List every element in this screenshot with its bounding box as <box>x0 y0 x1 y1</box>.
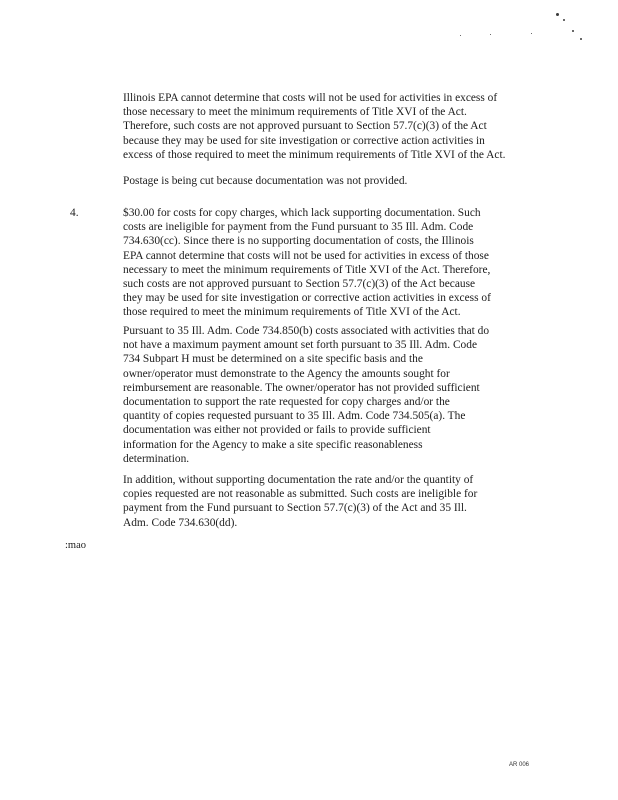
text-line: quantity of copies requested pursuant to 35 Ill. Adm. Code 734.505(a). The <box>123 410 466 423</box>
text-line: Pursuant to 35 Ill. Adm. Code 734.850(b) costs associated with activities that do <box>123 325 490 337</box>
paragraph-reasonableness <box>123 324 523 466</box>
text-line: owner/operator must demonstrate to the Agency the amounts sought for <box>123 367 450 380</box>
text-line: determination. <box>123 452 190 465</box>
text-line: those required to meet the minimum requirements of Title XVI of the Act. <box>123 306 461 319</box>
text-line: copies requested are not reasonable as submitted. Such costs are ineligible for <box>123 488 478 501</box>
text-line: costs are ineligible for payment from the Fund pursuant to 35 Ill. Adm. Code <box>123 221 474 234</box>
text-line: In addition, without supporting documentation the rate and/or the quantity of <box>123 474 474 486</box>
text-line: 734 Subpart H must be determined on a site specific basis and the <box>123 353 423 366</box>
text-line: $30.00 for costs for copy charges, which lack supporting documentation. Such <box>123 207 481 219</box>
scan-speck <box>572 30 574 32</box>
text-line: information for the Agency to make a site specific reasonableness <box>123 438 423 451</box>
scan-speck <box>556 13 559 16</box>
page-stamp: AR 006 <box>509 762 530 768</box>
text-line: Postage is being cut because documentation was not provided. <box>123 175 408 187</box>
text-line: necessary to meet the minimum requirements of Title XVI of the Act. Therefore, <box>123 263 491 276</box>
text-line: because they may be used for site investigation or corrective action activities in <box>123 134 485 147</box>
text-line: such costs are not approved pursuant to Section 57.7(c)(3) of the Act because <box>123 278 476 291</box>
item-number: 4. <box>70 207 79 219</box>
paragraph-in-addition <box>123 473 523 530</box>
text-line: those necessary to meet the minimum requirements of Title XVI of the Act. <box>123 106 467 119</box>
typist-initials: :mao <box>65 540 86 551</box>
paragraph-postage <box>123 174 523 188</box>
scan-speck <box>460 35 461 36</box>
text-line: documentation to support the rate requested for copy charges and/or the <box>123 396 450 409</box>
text-line: payment from the Fund pursuant to Section 57.7(c)(3) of the Act and 35 Ill. <box>123 502 467 515</box>
text-line: EPA cannot determine that costs will not be used for activities in excess of those <box>123 249 489 262</box>
paragraph-costs-excess <box>123 91 523 162</box>
scan-speck <box>580 38 582 40</box>
scan-speck <box>490 34 491 35</box>
text-line: reimbursement are reasonable. The owner/operator has not provided sufficient <box>123 381 480 394</box>
scan-speck <box>531 33 532 34</box>
text-line: 734.630(cc). Since there is no supporting documentation of costs, the Illinois <box>123 235 474 248</box>
text-line: Therefore, such costs are not approved pursuant to Section 57.7(c)(3) of the Act <box>123 120 487 133</box>
text-line: Adm. Code 734.630(dd). <box>123 516 238 529</box>
text-line: not have a maximum payment amount set forth pursuant to 35 Ill. Adm. Code <box>123 339 477 352</box>
text-line: excess of those required to meet the minimum requirements of Title XVI of the Act. <box>123 148 506 161</box>
text-line: Illinois EPA cannot determine that costs will not be used for activities in excess of <box>123 92 498 104</box>
paragraph-copy-charges <box>123 206 523 320</box>
text-line: documentation was either not provided or fails to provide sufficient <box>123 424 431 437</box>
scan-speck <box>563 19 565 21</box>
text-line: they may be used for site investigation or corrective action activities in excess of <box>123 292 491 305</box>
